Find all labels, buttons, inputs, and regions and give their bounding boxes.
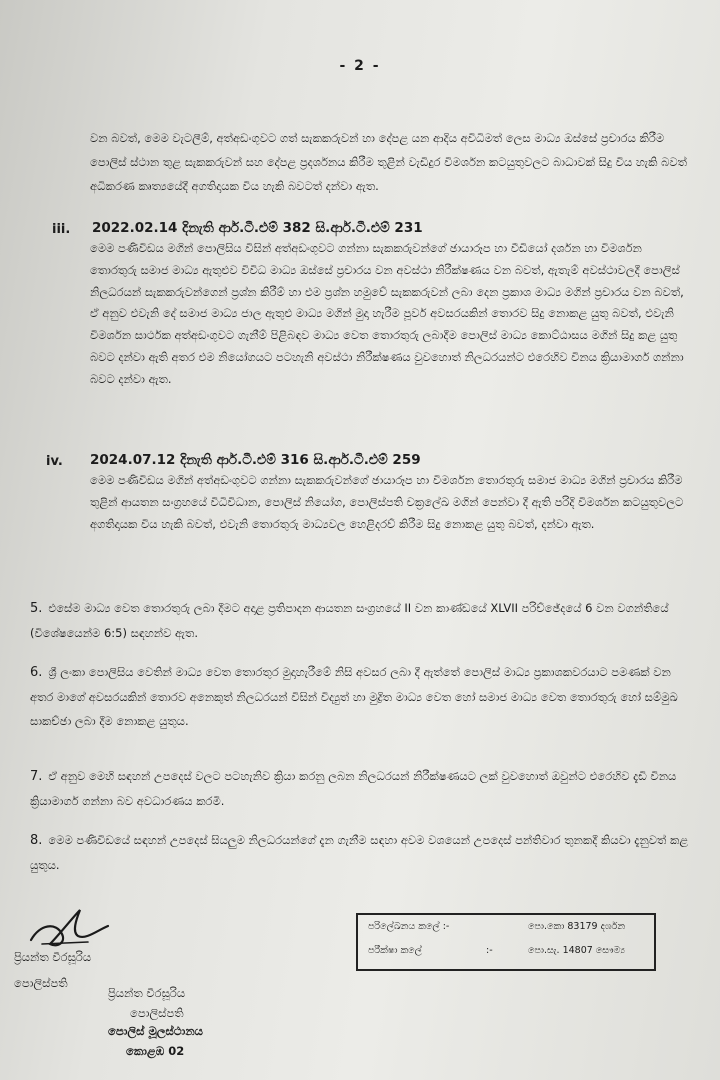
paragraph-text: මෙම පණිවිඩයේ සඳහන් උපදෙස් සියලුම නිලධරයන්ගේ දැන ගැනීම සඳහා අවම වශයෙන් උපදෙස් පන්තිවාර තුනකදී කියවා දැනුවත් කළ යුතුය. <box>30 833 689 872</box>
signatory-title-formal: පොලිස්පති <box>130 1006 184 1020</box>
paragraph-text: ඒ අනුව මෙහි සඳහන් උපදෙස් වලට පටහැනිව ක්‍රියා කරනු ලබන නිලධරයන් නිරීක්ෂණයට ලක් වුවහොත් ඔවුන්ට එරෙහිව දැඩි විනය ක්‍රියාමාර්ග ගන්නා බව අවධාරණය කරමි. <box>30 769 677 808</box>
page-number: - 2 - <box>339 58 381 74</box>
handwritten-signature <box>28 906 110 950</box>
office-name: පොලිස් මූලස්ථානය <box>108 1024 203 1038</box>
signatory-name-formal: ප්‍රියන්ත වීරසූරිය <box>108 986 186 1000</box>
paragraph-8 <box>30 828 690 877</box>
stamp-value: පො.කො 83179 දර්ශන <box>528 921 626 932</box>
signatory-name: ප්‍රියන්ත වීරසූරිය <box>14 950 92 964</box>
paragraph-6 <box>30 660 690 733</box>
paragraph-number: 8. <box>30 833 43 848</box>
paragraph-text: ශ්‍රී ලංකා පොලිසිය වෙතින් මාධ්‍ය වෙත තොරතුර මුදාහැරීමේ නිසි අවසර ලබා දී ඇත්තේ පොලිස් මාධ්‍ය ප්‍රකාශකවරයාට පමණක් වන අතර මාගේ අවසරයකින් තොරව අනෙකුත් නිලධරයන් විසින් විද්‍යුත් හා මුද්‍රිත මාධ්‍ය වෙත හෝ සමාජ මාධ්‍ය වෙත තොරතුරු හෝ සම්මුඛ සාකච්ඡා ලබා දීම නොකළ යුතුය. <box>30 665 678 728</box>
paragraph-text: එසේම මාධ්‍ය වෙත තොරතුරු ලබා දීමට අදාළ ප්‍රතිපාදන ආයතන සංග්‍රහයේ II වන කාණ්ඩයේ XLVII පරිච්ඡේදයේ 6 වන වගන්තියේ (විශේෂයෙන්ම 6:5) සඳහන්ව ඇත. <box>30 601 669 640</box>
paragraph-7 <box>30 764 690 813</box>
stamp-separator: :- <box>486 945 493 956</box>
section-body: මෙම පණිවිඩය මගින් පොලිසිය විසින් අත්අඩංගුවට ගන්නා සැකකරුවන්ගේ ඡායාරූප හා වීඩියෝ දර්ශන හා විමර්ශන තොරතුරු සමාජ මාධ්‍ය ඇතුළුව විවිධ මාධ්‍ය ඔස්සේ ප්‍රචාරය වන අවස්ථා නිරීක්ෂණය වන බවත්, ඇතැම් අවස්ථාවලදී පොලිස් නිලධරයන් සැකකරුවන්ගෙන් ප්‍රශ්න කිරීම් හා එම ප්‍රශ්න හමුවේ සැකකරුවන් ලබා දෙන ප්‍රකාශ මාධ්‍ය මගින් ප්‍රචාරය වන බවත්, ඒ අනුව එවැනි දේ සමාජ මාධ්‍ය ජාල ඇතුළු මාධ්‍ය මගින් මුදා හැරීම පූර්ව අවසරයකින් තොරව සිදු නොකළ යුතු බවත්, එවැනි විමර්ශන සාර්ථක අත්අඩංගුවට ගැනීම් පිළිබඳව මාධ්‍ය වෙත තොරතුරු ලබාදීම පොලිස් මාධ්‍ය කොට්ඨාසය මගින් සිදු කළ යුතු බවට දන්වා ඇති අතර එම නියෝගයට පටහැනි අවස්ථා නිරීක්ෂණය වුවහොත් නිලධරයන්ට එරෙහිව විනය ක්‍රියාමාර්ග ගන්නා බවට දන්වා ඇත. <box>90 241 684 386</box>
continuation-text: වන බවත්, මෙම වැටලීම්, අත්අඩංගුවට ගත් සැකකරුවන් හා දේපළ යන ආදිය අවිධිමත් ලෙස මාධ්‍ය ඔස්සේ ප්‍රචාරය කිරීම පොලිස් ස්ථාන තුළ සැකකරුවන් සහ දේපළ ප්‍රදර්ශනය කිරීම තුළින් වැඩිදුර විමර්ශන කටයුතුවලට බාධාවක් සිදු විය හැකි බවත් අධිකරණ කෘත්‍යයේදී අගතිදායක විය හැකි බවටත් දන්වා ඇත. <box>90 131 687 193</box>
stamp-value: පො.සැ. 14807 සෞම්‍ය <box>528 945 626 956</box>
section-body: මෙම පණිවිඩය මගින් අත්අඩංගුවට ගන්නා සැකකරුවන්ගේ ඡායාරූප හා විමර්ශන තොරතුරු සමාජ මාධ්‍ය මගින් ප්‍රචාරය කිරීම තුළින් ආයතන සංග්‍රහයේ විධිවිධාන, පොලිස් නියෝග, පොලිස්පති චක්‍රලේඛ මගින් පෙන්වා දී ඇති පරිදි විමර්ශන කටයුතුවලට අගතිදායක විය හැකි බවත්, එවැනි තොරතුරු මාධ්‍යවල හෙළිදරව් කිරීම සිදු නොකළ යුතු බවත්, දන්වා ඇත. <box>90 473 684 531</box>
signatory-title: පොලිස්පති <box>14 976 68 990</box>
section-number: iv. <box>46 454 63 469</box>
paragraph-5 <box>30 596 690 645</box>
paragraph-number: 7. <box>30 769 43 784</box>
section-heading: 2024.07.12 දිනැති ආර්.ටී.එම් 316 සි.ආර්.ටී.එම් 259 <box>90 452 421 468</box>
office-city: කොළඹ 02 <box>126 1044 185 1058</box>
verification-stamp <box>356 913 656 971</box>
section-number: iii. <box>52 222 71 237</box>
stamp-label: පරීක්ෂා කලේ <box>368 945 422 956</box>
paragraph-number: 6. <box>30 665 43 680</box>
stamp-label: පරිලේඛනය කලේ :- <box>368 921 450 932</box>
section-heading: 2022.02.14 දිනැති ආර්.ටී.එම් 382 සි.ආර්.ටී.එම් 231 <box>92 220 423 236</box>
paragraph-number: 5. <box>30 601 43 616</box>
